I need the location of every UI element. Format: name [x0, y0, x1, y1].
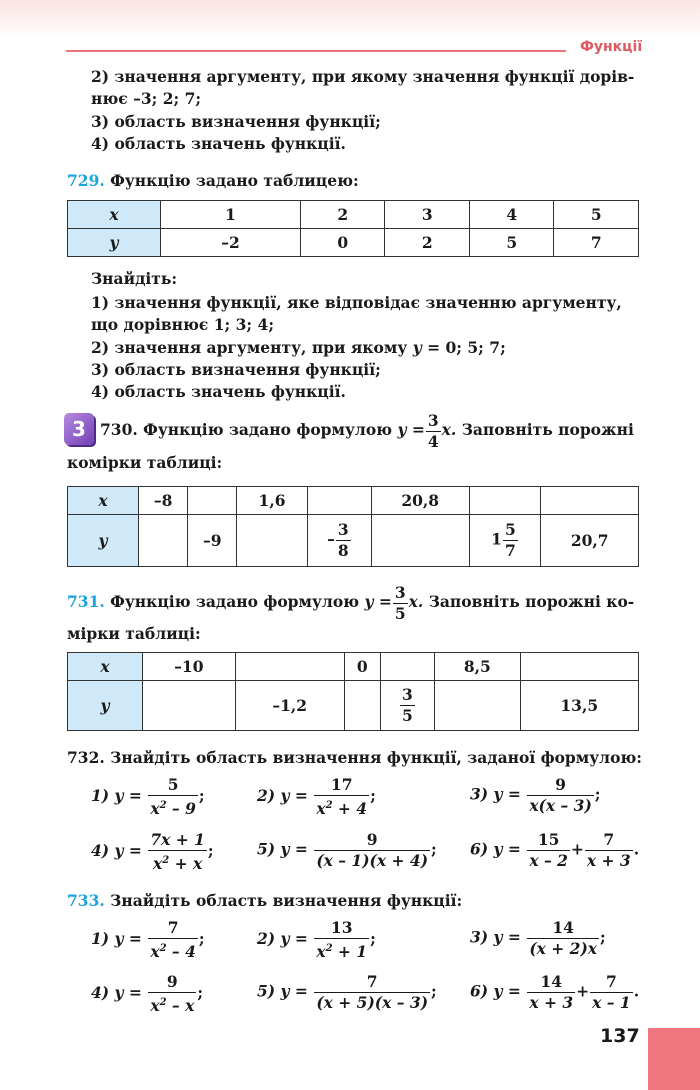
item-label: 5) y = [257, 981, 308, 1001]
den-var: x [150, 996, 160, 1016]
ex732-item-1 [91, 775, 205, 819]
ex730-title-b: Заповніть порожні [461, 420, 634, 439]
fraction [314, 918, 369, 962]
ex729-find: Знайдіть: [91, 269, 178, 288]
table-cell: 2 [301, 201, 385, 229]
fraction-denominator: 5 [394, 603, 406, 623]
fraction-numerator: 7 [314, 972, 430, 993]
header-rule [66, 50, 566, 52]
fraction-sign: – [327, 529, 335, 549]
table-cell: 7 [554, 229, 639, 257]
table-cell [344, 681, 380, 731]
fraction [314, 775, 369, 819]
table-cell [469, 487, 541, 515]
table-cell: 5 [469, 229, 553, 257]
table-cell: 4 [469, 201, 553, 229]
fraction-numerator: 9 [148, 972, 196, 993]
fraction-numerator: 5 [504, 520, 516, 539]
fraction-denominator: 8 [337, 541, 349, 560]
intro-line-3: 3) область визначення функції; [91, 112, 381, 131]
fraction-denominator: 5 [402, 706, 413, 725]
table-header-y: y [68, 681, 143, 731]
item-end: . [633, 981, 640, 1001]
mixed-whole: 1 [491, 529, 502, 549]
ex729-task-4: 4) область значень функції. [91, 382, 346, 401]
fraction [527, 775, 593, 816]
ex730-number: 730. [100, 420, 138, 439]
fraction-numerator: 7x + 1 [150, 830, 205, 849]
table-cell: 0 [301, 229, 385, 257]
fraction-denominator [148, 993, 196, 1016]
ex729-task-1a: 1) значення функції, яке відповідає значенню аргументу, [91, 293, 622, 312]
den-rest: + x [169, 854, 203, 874]
ex729-task-3: 3) область визначення функції; [91, 360, 381, 379]
ex731-title-c: мірки таблиці: [67, 624, 201, 643]
table-cell [139, 515, 188, 567]
fraction-denominator: x + 3 [586, 851, 631, 870]
item-end: ; [600, 927, 606, 947]
ex730-formula-fraction [426, 411, 441, 452]
fraction-numerator: 9 [527, 775, 593, 796]
item-end: ; [370, 929, 376, 949]
fraction-numerator: 3 [337, 520, 349, 539]
fraction [148, 775, 198, 819]
fraction-denominator: 4 [427, 431, 439, 451]
plus-sign: + [576, 981, 590, 1001]
ex729-task-2-text: 2) значення аргументу, при якому [91, 338, 408, 357]
table-cell: –8 [139, 487, 188, 515]
fraction-denominator: (x + 5)(x – 3) [316, 993, 429, 1012]
fraction-denominator [148, 796, 198, 819]
ex730-table [67, 486, 639, 567]
item-end: ; [198, 786, 205, 806]
fraction [503, 520, 518, 561]
ex732-item-6 [470, 830, 639, 871]
ex731-table [67, 652, 639, 731]
ex731-number: 731. [67, 592, 105, 611]
den-exp: 2 [325, 800, 333, 811]
table-cell: –9 [188, 515, 237, 567]
fraction-numerator: 5 [148, 775, 198, 796]
item-label: 2) y = [257, 929, 308, 949]
table-header-x: x [68, 653, 143, 681]
fraction-denominator: 7 [504, 541, 516, 560]
den-var: x [152, 854, 163, 874]
fraction-numerator: 3 [402, 685, 413, 704]
table-cell-fraction [380, 681, 434, 731]
ex730-heading [100, 410, 634, 452]
item-end: ; [431, 839, 437, 859]
ex730-title: Функцію задано формулою [143, 420, 393, 439]
den-exp: 2 [325, 943, 333, 954]
fraction [527, 830, 570, 871]
ex731-title-b: Заповніть порожні ко- [428, 592, 635, 611]
den-var: x [150, 942, 160, 962]
ex729-table [67, 200, 639, 257]
ex729-number: 729. [67, 171, 105, 190]
fraction-numerator: 13 [314, 918, 369, 939]
den-rest: – 9 [166, 799, 196, 819]
ex729-task-2 [91, 337, 506, 358]
table-cell: 1 [161, 201, 301, 229]
den-exp: 2 [162, 855, 170, 866]
fraction [336, 520, 351, 561]
table-cell: 0 [344, 653, 380, 681]
fraction-numerator: 15 [527, 830, 570, 851]
den-var: x [316, 942, 326, 962]
fraction-numerator: 3 [427, 410, 439, 430]
fraction-denominator: x + 3 [529, 993, 574, 1012]
fraction [590, 972, 633, 1013]
fraction-denominator [314, 796, 369, 819]
plus-sign: + [570, 839, 584, 859]
ex730-title-c: комірки таблиці: [67, 453, 223, 472]
fraction-numerator: 3 [394, 582, 406, 602]
badge-label: 3 [72, 417, 86, 441]
fraction-numerator: 7 [585, 830, 633, 851]
ex733-item-4 [91, 972, 203, 1016]
table-cell: 2 [385, 229, 469, 257]
item-label: 5) y = [257, 839, 308, 859]
table-cell: –1,2 [235, 681, 344, 731]
table-cell: –2 [161, 229, 301, 257]
ex733-heading [67, 890, 462, 911]
fraction-denominator [314, 939, 369, 962]
fraction [400, 685, 415, 726]
fraction-numerator: 9 [314, 830, 430, 851]
table-cell [435, 681, 520, 731]
item-end: ; [594, 784, 601, 804]
ex732-heading [67, 747, 642, 768]
ex731-title: Функцію задано формулою [110, 592, 360, 611]
fraction-denominator: x – 2 [529, 851, 568, 870]
item-label: 3) y = [470, 784, 521, 804]
ex732-number: 732. [67, 748, 105, 767]
item-label: 6) y = [470, 839, 521, 859]
intro-line-2: нює –3; 2; 7; [91, 89, 202, 108]
ex729-task-2-var: y [412, 338, 422, 357]
ex733-item-2 [257, 918, 376, 962]
table-cell [541, 487, 639, 515]
ex729-task-2-values: = 0; 5; 7; [427, 338, 506, 357]
ex732-item-3 [470, 775, 601, 816]
item-end: ; [431, 981, 437, 1001]
ex730-formula-var: x. [441, 420, 457, 439]
fraction [314, 972, 430, 1013]
den-rest: – 4 [166, 942, 196, 962]
table-header-y: y [68, 515, 139, 567]
table-cell: 20,7 [541, 515, 639, 567]
table-cell [143, 681, 236, 731]
fraction [148, 972, 196, 1016]
difficulty-badge-icon [64, 413, 94, 445]
item-end: ; [207, 841, 214, 861]
table-cell-mixed [469, 515, 541, 567]
table-header-x: x [68, 487, 139, 515]
table-cell [380, 653, 434, 681]
intro-line-4: 4) область значень функції. [91, 134, 346, 153]
item-label: 3) y = [470, 927, 521, 947]
table-cell: 3 [385, 201, 469, 229]
fraction-denominator: (x + 2)x [529, 939, 598, 958]
ex731-formula-fraction [393, 583, 408, 624]
table-header-y: y [68, 229, 161, 257]
ex733-item-5 [257, 972, 437, 1013]
ex733-number: 733. [67, 891, 105, 910]
intro-line-1: 2) значення аргументу, при якому значення функції дорів- [91, 67, 635, 86]
fraction [148, 918, 198, 962]
top-band [0, 0, 700, 38]
item-label: 1) y = [91, 786, 142, 806]
fraction [527, 972, 575, 1013]
den-rest: + 4 [332, 799, 368, 819]
fraction [527, 918, 599, 959]
page-number: 137 [600, 1025, 640, 1047]
table-cell [520, 653, 638, 681]
fraction-numerator: 7 [148, 918, 198, 939]
item-label: 4) y = [91, 983, 142, 1003]
ex729-title: Функцію задано таблицею: [110, 171, 359, 190]
den-rest: – x [166, 996, 195, 1016]
item-label: 2) y = [257, 786, 308, 806]
fraction [148, 830, 207, 874]
page-corner-tab [648, 1028, 700, 1090]
fraction-numerator: 14 [527, 972, 575, 993]
item-label: 6) y = [470, 981, 521, 1001]
item-end: ; [198, 929, 205, 949]
fraction-denominator [148, 851, 207, 874]
item-label: 1) y = [91, 929, 142, 949]
fraction [314, 830, 430, 871]
table-header-x: x [68, 201, 161, 229]
ex731-heading [67, 582, 634, 624]
section-title: Функції [580, 39, 643, 55]
ex733-item-3 [470, 918, 606, 959]
ex733-item-1 [91, 918, 205, 962]
ex732-title: Знайдіть область визначення функції, заданої формулою: [110, 748, 643, 767]
item-end: . [633, 839, 640, 859]
table-cell: 13,5 [520, 681, 638, 731]
den-rest: + 1 [332, 942, 368, 962]
ex733-item-6 [470, 972, 639, 1013]
ex733-title: Знайдіть область визначення функції: [110, 891, 463, 910]
ex729-heading [67, 170, 359, 191]
table-cell: 5 [554, 201, 639, 229]
fraction-denominator: x(x – 3) [529, 796, 592, 815]
ex729-task-1b: що дорівнює 1; 3; 4; [91, 315, 275, 334]
table-cell: 1,6 [237, 487, 307, 515]
table-cell [188, 487, 237, 515]
fraction-denominator: x – 1 [592, 993, 631, 1012]
fraction-denominator: (x – 1)(x + 4) [316, 851, 429, 870]
ex732-item-2 [257, 775, 376, 819]
fraction-numerator: 14 [527, 918, 599, 939]
den-exp: 2 [159, 943, 167, 954]
fraction-numerator: 17 [314, 775, 369, 796]
den-exp: 2 [159, 800, 167, 811]
table-cell [307, 487, 371, 515]
fraction-denominator [148, 939, 198, 962]
table-cell-fraction [307, 515, 371, 567]
table-cell: 8,5 [435, 653, 520, 681]
table-cell [235, 653, 344, 681]
table-cell: 20,8 [371, 487, 469, 515]
fraction-numerator: 7 [590, 972, 633, 993]
table-cell [371, 515, 469, 567]
fraction [585, 830, 633, 871]
item-end: ; [197, 983, 204, 1003]
item-end: ; [370, 786, 376, 806]
ex731-formula-lhs: y = [364, 592, 392, 611]
den-var: x [150, 799, 160, 819]
ex731-formula-var: x. [408, 592, 424, 611]
table-cell: –10 [143, 653, 236, 681]
den-exp: 2 [159, 997, 167, 1008]
item-label: 4) y = [91, 841, 142, 861]
den-var: x [316, 799, 326, 819]
ex732-item-4 [91, 830, 214, 874]
ex732-item-5 [257, 830, 437, 871]
ex730-formula-lhs: y = [397, 420, 425, 439]
table-cell [237, 515, 307, 567]
